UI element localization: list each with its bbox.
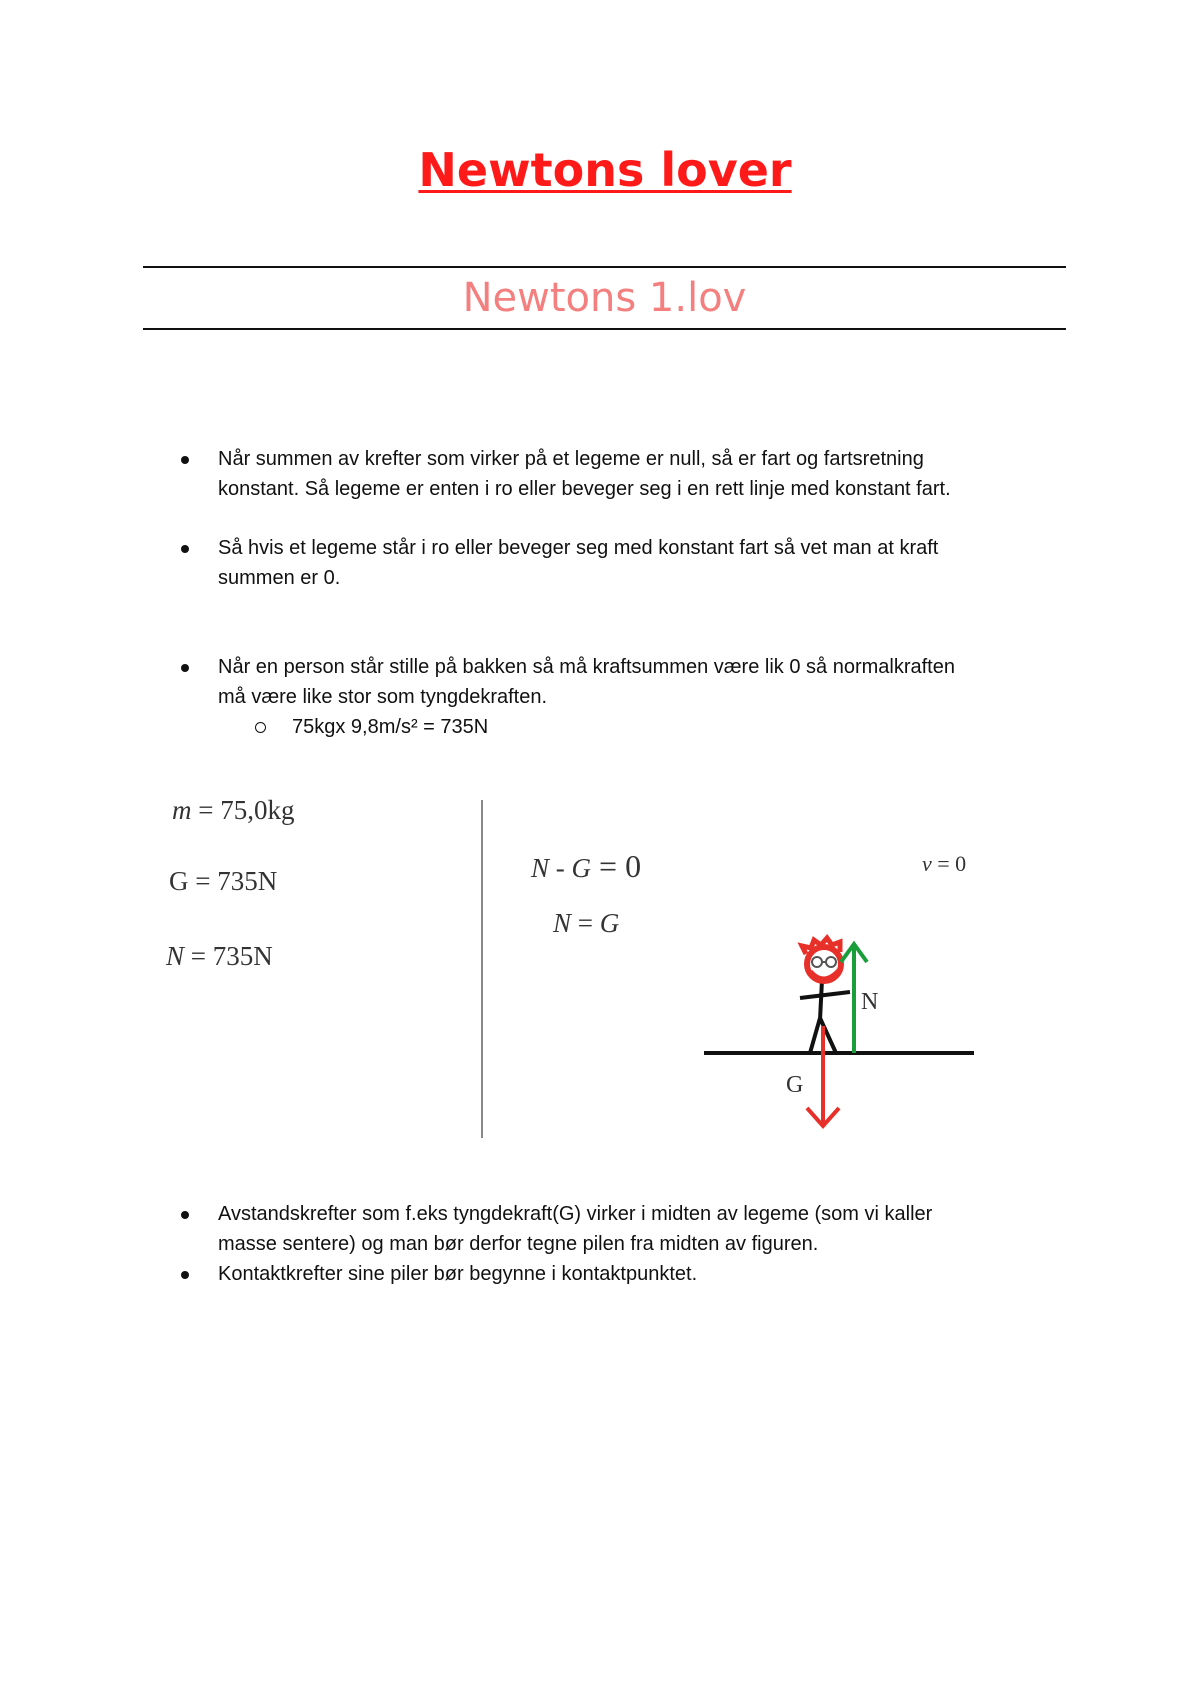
velocity-variable: v: [922, 851, 932, 876]
heading-bottom-rule: [143, 328, 1066, 330]
vertical-divider: [481, 800, 483, 1138]
list-item-text-line: masse sentere) og man bør derfor tegne pilen fra midten av figuren.: [218, 1233, 819, 1255]
sum-g: G: [571, 853, 592, 883]
sub-bullet-icon: [255, 722, 266, 733]
stick-figure-arms: [800, 992, 850, 998]
section-heading: Newtons 1.lov: [462, 275, 747, 321]
normal-variable: N: [166, 941, 185, 971]
page-title: Newtons lover: [418, 143, 792, 197]
sum-n: N: [531, 853, 550, 883]
bullet-icon: [181, 456, 189, 464]
mass-value: = 75,0kg: [191, 795, 295, 825]
stick-figure-leg-left: [810, 1018, 820, 1053]
eq-g: G: [599, 908, 620, 938]
n-equals-g-formula: [553, 908, 619, 939]
sum-minus: -: [549, 853, 572, 883]
force-diagram: [690, 920, 990, 1140]
normal-value: = 735N: [184, 941, 273, 971]
normal-formula: [166, 941, 273, 972]
gravity-formula: G = 735N: [169, 866, 278, 896]
force-sum-formula: [531, 848, 641, 885]
list-item-text-line: summen er 0.: [218, 567, 341, 589]
mass-formula: [172, 795, 294, 826]
sum-equals-zero: = 0: [591, 848, 642, 884]
gravity-force-label: G: [786, 1072, 804, 1098]
bullet-icon: [181, 545, 189, 553]
list-item-text-line: konstant. Så legeme er enten i ro eller beveger seg i en rett linje med konstant fart.: [218, 478, 951, 500]
mass-variable: m: [172, 795, 192, 825]
sub-list-item-text: 75kgx 9,8m/s² = 735N: [292, 716, 489, 738]
list-item-text-line: Når en person står stille på bakken så må kraftsummen være lik 0 så normalkraften: [218, 656, 955, 678]
velocity-formula: [922, 851, 966, 877]
stick-figure-body: [820, 980, 822, 1020]
list-item-text-line: må være like stor som tyngdekraften.: [218, 686, 548, 708]
list-item-text-line: Avstandskrefter som f.eks tyngdekraft(G) virker i midten av legeme (som vi kaller: [218, 1203, 933, 1225]
list-item-text-line: Så hvis et legeme står i ro eller beveger seg med konstant fart så vet man at kraft: [218, 537, 939, 559]
bullet-icon: [181, 1271, 189, 1279]
bullet-icon: [181, 664, 189, 672]
heading-top-rule: [143, 266, 1066, 268]
list-item-text-line: Når summen av krefter som virker på et legeme er null, så er fart og fartsretning: [218, 448, 924, 470]
list-item-text-line: Kontaktkrefter sine piler bør begynne i kontaktpunktet.: [218, 1263, 698, 1285]
eq-n: N: [553, 908, 572, 938]
velocity-value: = 0: [931, 851, 967, 876]
normal-force-label: N: [861, 989, 879, 1015]
bullet-icon: [181, 1211, 189, 1219]
stick-figure-head: [802, 938, 841, 981]
eq-equals: =: [571, 908, 600, 938]
